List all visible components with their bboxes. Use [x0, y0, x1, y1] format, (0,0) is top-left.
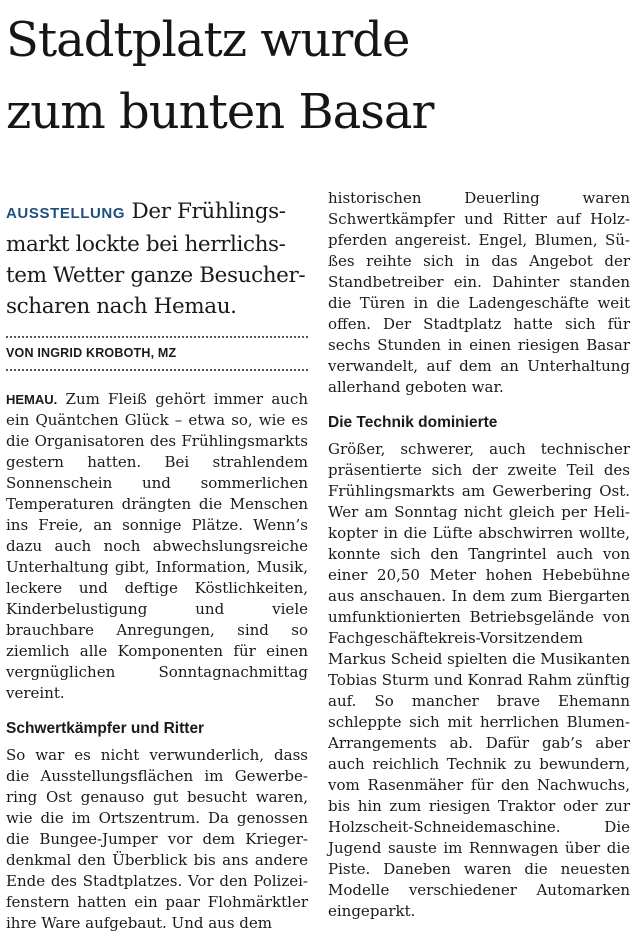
kicker-label: AUSSTELLUNG — [6, 205, 126, 222]
headline-line-1: Stadtplatz wurde — [6, 12, 410, 68]
body-paragraph-2: So war es nicht verwunderlich, dass die Ausstellungsflächen im Gewerbering Ost genauso gut besucht waren, wie die im Ortszentrum. Da genossen die Bungee-Jumper vor dem Kriegerdenkmal den Überblick bis ans andere Ende des Stadtplatzes. Vor den Polizeifenstern hatten ein paar Flohmärktler ihre Ware aufgebaut. Und aus dem — [6, 746, 308, 932]
subhead-schwertkaempfer: Schwertkämpfer und Ritter — [6, 720, 205, 737]
subhead-technik: Die Technik dominierte — [328, 414, 498, 431]
left-column — [6, 196, 308, 934]
lead-text: Der Frühlingsmarkt lockte bei herrlichstem Wetter ganze Besucherscharen nach Hemau. — [6, 199, 306, 319]
body-paragraph-1 — [6, 389, 308, 704]
dateline: HEMAU. — [6, 392, 58, 407]
paragraph-1-text: Zum Fleiß gehört immer auch ein Quäntchen Glück – etwa so, wie es die Organisatoren des Frühlingsmarkts gestern hatten. Bei strahlendem Sonnenschein und sommerlichen Temperaturen drängten die Menschen ins Freie, an sonnige Plätze. Wenn’s dazu auch noch abwechslungsreiche Unterhaltung gibt, Information, Musik, leckere und deftige Köstlichkeiten, Kinderbelustigung und viele brauchbare Anregungen, sind so ziemlich alle Komponenten für einen vergnüglichen Sonntagnachmittag vereint. — [6, 390, 308, 702]
headline-line-2: zum bunten Basar — [6, 84, 434, 140]
headline — [6, 4, 630, 148]
body-paragraph-2-continued: historischen Deuerling waren Schwertkämpfer und Ritter auf Holzpferden angereist. Engel, Blumen, Süßes reihte sich in das Angebot der Standbetreiber ein. Dahinter standen die Türen in die Ladengeschäfte weit offen. Der Stadtplatz hatte sich für sechs Stunden in einen riesigen Basar verwandelt, auf dem an Unterhaltung allerhand geboten war. — [328, 189, 630, 396]
byline: VON INGRID KROBOTH, MZ — [6, 336, 308, 371]
body-paragraph-3: Größer, schwerer, auch technischer präsentierte sich der zweite Teil des Frühlingsmarkts am Gewerbering Ost. Wer am Sonntag nicht gleich per Helikopter in die Lüfte abschwirren wollte, konnte sich den Tangrintel auch von einer 20,50 Meter hohen Hebebühne aus anschauen. In dem zum Biergarten umfunktionierten Betriebsgelände von Fachgeschäftekreis-Vorsitzendem Markus Scheid spielten die Musikanten Tobias Sturm und Konrad Rahm zünftig auf. So mancher brave Ehemann schleppte sich mit herrlichen Blumen-Arrangements ab. Dafür gab’s aber auch reichlich Technik zu bewundern, vom Rasenmäher für den Nachwuchs, bis hin zum riesigen Traktor oder zur Holzscheit-Schneidemaschine. Die Jugend sauste im Rennwagen über die Piste. Daneben waren die neuesten Modelle verschiedener Automarken eingeparkt. — [328, 440, 630, 920]
right-column — [328, 189, 630, 922]
lead-paragraph — [6, 196, 308, 322]
